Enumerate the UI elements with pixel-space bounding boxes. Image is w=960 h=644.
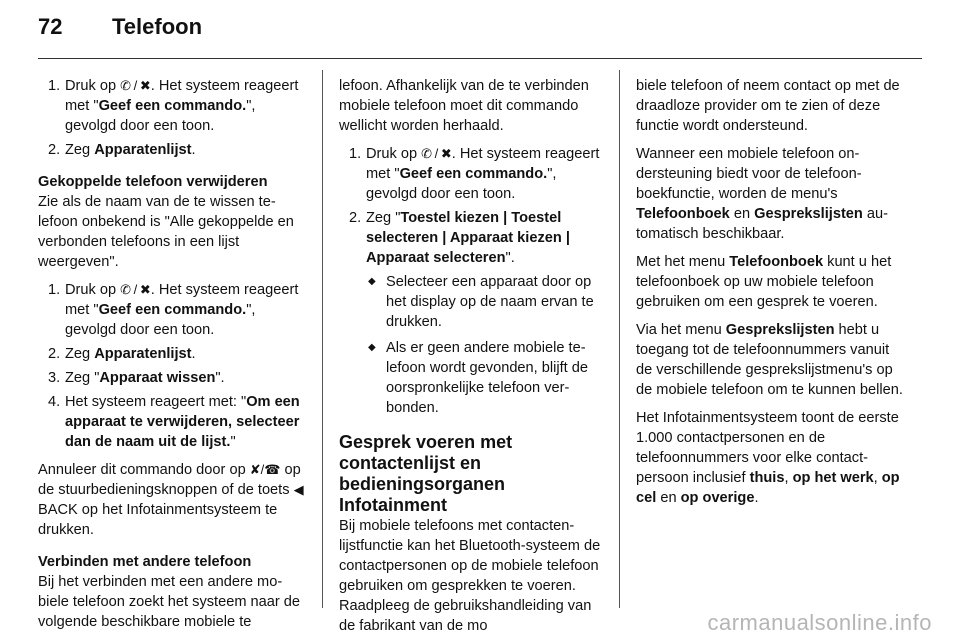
hang-up-icon: ✘/☎ [249,462,281,477]
section-heading-large: Gesprek voeren met contactenlijst en bedieningsorganen Infotainment [339,432,513,515]
paragraph: Bij het verbinden met een andere mobiele telefoon zoekt het systeem naar de volgende beschikbare mobiele te [38,574,301,630]
list-item: 1. Druk op ✆ / ✖. Het systeem reageert met "Geef een commando.", gevolgd door een toon. [48,282,299,338]
phone-mute-icon: ✆ / ✖ [120,282,151,297]
paragraph: Bij mobiele telefoons met contactenlijstfunctie kan het Bluetooth-systeem de contactpersonen op de mobiele telefoon gebruiken om gesprekken te voeren. Raadpleeg de gebruikshandleiding van de fabrikant van de mo [339,518,601,634]
paragraph: Via het menu Gesprekslijsten hebt u toegang tot de telefoonnummers vanuit de verschillende gesprekslijstmenu's op de mobiele telefoon om te kunnen bellen. [636,322,903,398]
bullet-item: ◆ Selecteer een apparaat door op het display op de naam ervan te drukken. [366,272,604,332]
paragraph: biele telefoon of neem contact op met de draadloze provider om te zien of deze functie wordt ondersteund. [636,78,900,134]
watermark: carmanualsonline.info [707,610,932,635]
phone-mute-icon: ✆ / ✖ [120,78,151,93]
list-item: 1. Druk op ✆ / ✖. Het systeem reageert met "Geef een commando.", gevolgd door een toon. [48,78,299,134]
list-item: 2. Zeg "Toestel kiezen | Toestel selecteren | Apparaat kiezen | Apparaat selecteren". ◆ Selecteer een apparaat door op het display op de naam ervan te drukken. ◆ Als er geen andere mobiele telefoon wordt gevonden, blijft de oorspronkelijke telefoon verbonden. [339,208,604,418]
paragraph: Zie als de naam van de te wissen telefoon onbekend is "Alle gekoppelde en verbonden telefoons in een lijst weergeven". [38,194,294,270]
steps-list-open-apparatenlijst [38,76,308,160]
bullet-item: ◆ Als er geen andere mobiele telefoon wordt gevonden, blijft de oorspronkelijke telefoon verbonden. [366,338,604,418]
paragraph: Het Infotainmentsysteem toont de eerste 1.000 contactpersonen en de telefoonnummers voor elke contactpersoon inclusief thuis, op het werk, op cel en op overige. [636,410,900,506]
column-divider-1 [322,70,323,608]
header-divider [38,58,922,59]
list-item: 2. Zeg Apparatenlijst. [48,142,196,158]
page-header [38,14,202,50]
column-1 [38,76,308,640]
steps-list-connect [339,144,604,418]
section-heading: Gekoppelde telefoon verwijderen [38,174,268,190]
page-title: Telefoon [112,14,203,39]
column-2 [339,76,604,644]
paragraph: Annuleer dit commando door op ✘/☎ op de stuurbedieningsknoppen of de toets ◀ BACK op het Infotainmentsysteem te drukken. [38,462,304,538]
paragraph: lefoon. Afhankelijk van de te verbinden mobiele telefoon moet dit commando wellicht worden herhaald. [339,78,589,134]
steps-list-delete [38,280,308,452]
paragraph: Wanneer een mobiele telefoon ondersteuning biedt voor de telefoonboekfunctie, worden de menu's Telefoonboek en Gesprekslijsten automatisch beschikbaar. [636,146,889,242]
column-3 [636,76,904,516]
page-number: 72 [38,14,63,39]
bullet-list [366,272,604,418]
back-arrow-icon: ◀ [293,482,304,497]
list-item: 3. Zeg "Apparaat wissen". [48,370,225,386]
section-heading: Verbinden met andere telefoon [38,554,252,570]
list-item: 4. Het systeem reageert met: "Om een apparaat te verwijderen, selecteer dan de naam uit de lijst." [48,394,300,450]
paragraph: Met het menu Telefoonboek kunt u het telefoonboek op uw mobiele telefoon gebruiken om een gesprek te voeren. [636,254,892,310]
list-item: 1. Druk op ✆ / ✖. Het systeem reageert met "Geef een commando.", gevolgd door een toon. [349,146,600,202]
list-item: 2. Zeg Apparatenlijst. [48,346,196,362]
column-divider-2 [619,70,620,608]
phone-mute-icon: ✆ / ✖ [421,146,452,161]
